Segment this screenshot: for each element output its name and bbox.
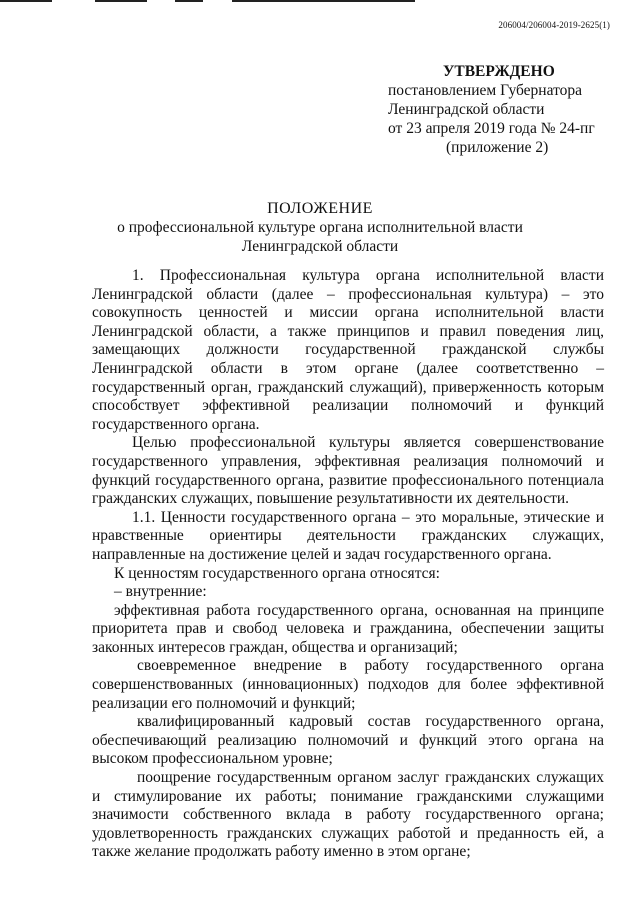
paragraph: поощрение государственным органом заслуг гражданских служащих и стимулирование их работы; понимание гражданскими служащими значимости собственного вклада в работу государственного органа; удовлетворенность гражданских служащих работой и преданность ей, а также желание продолжать работу именно в этом органе; [92, 769, 604, 861]
paragraph: квалифицированный кадровый состав государственного органа, обеспечивающий реализацию полномочий и функций этого органа на высоком профессиональном уровне; [92, 713, 604, 768]
paragraph: К ценностям государственного органа относятся: [114, 564, 440, 582]
paragraph: эффективная работа государственного органа, основанная на принципе приоритета прав и свобод человека и гражданина, обеспечении защиты законных интересов граждан, общества и организаций; [92, 601, 604, 656]
document-title: ПОЛОЖЕНИЕ [267, 200, 373, 217]
document-heading [0, 199, 640, 256]
approval-line: постановлением Губернатора [388, 82, 583, 99]
paragraph: – внутренние: [114, 583, 207, 601]
document-subtitle: Ленинградской области [241, 238, 399, 255]
scan-edge-mark [95, 0, 147, 2]
approval-title: УТВЕРЖДЕНО [443, 63, 555, 80]
approval-line: Ленинградской области [388, 101, 545, 118]
paragraph: своевременное внедрение в работу государственного органа совершенствованных (инновационных) подходов для более эффективной реализации его полномочий и функций; [92, 657, 604, 712]
paragraph: 1. Профессиональная культура органа исполнительной власти Ленинградской области (далее – профессиональная культура) – это совокупность ценностей и миссии органа исполнительной власти Ленинградской области, а также принципов и правил поведения лиц, замещающих должности государственной гражданской службы Ленинградской области в этом органе (далее соответственно – государственный орган, гражданский служащий), приверженность которым способствует эффективной реализации полномочий и функций государственного органа. [92, 267, 604, 433]
paragraph: Целью профессиональной культуры является совершенствование государственного управления, эффективная реализация полномочий и функций государственного органа, развитие профессионального потенциала гражданских служащих, повышение результативности их деятельности. [92, 434, 604, 508]
approval-annex: (приложение 2) [446, 139, 549, 156]
approval-line: от 23 апреля 2019 года № 24-пг [388, 120, 595, 137]
document-body [92, 267, 604, 862]
scan-edge-mark [232, 0, 415, 2]
scan-edge-mark [0, 0, 52, 2]
approval-stamp [388, 62, 595, 157]
document-number: 206004/206004-2019-2625(1) [498, 20, 610, 30]
document-subtitle: о профессиональной культуре органа исполнительной власти [117, 219, 523, 236]
scan-edge-mark [175, 0, 203, 2]
paragraph: 1.1. Ценности государственного органа – это моральные, этические и нравственные ориентиры деятельности гражданских служащих, направленные на достижение целей и задач государственного органа. [92, 508, 604, 563]
